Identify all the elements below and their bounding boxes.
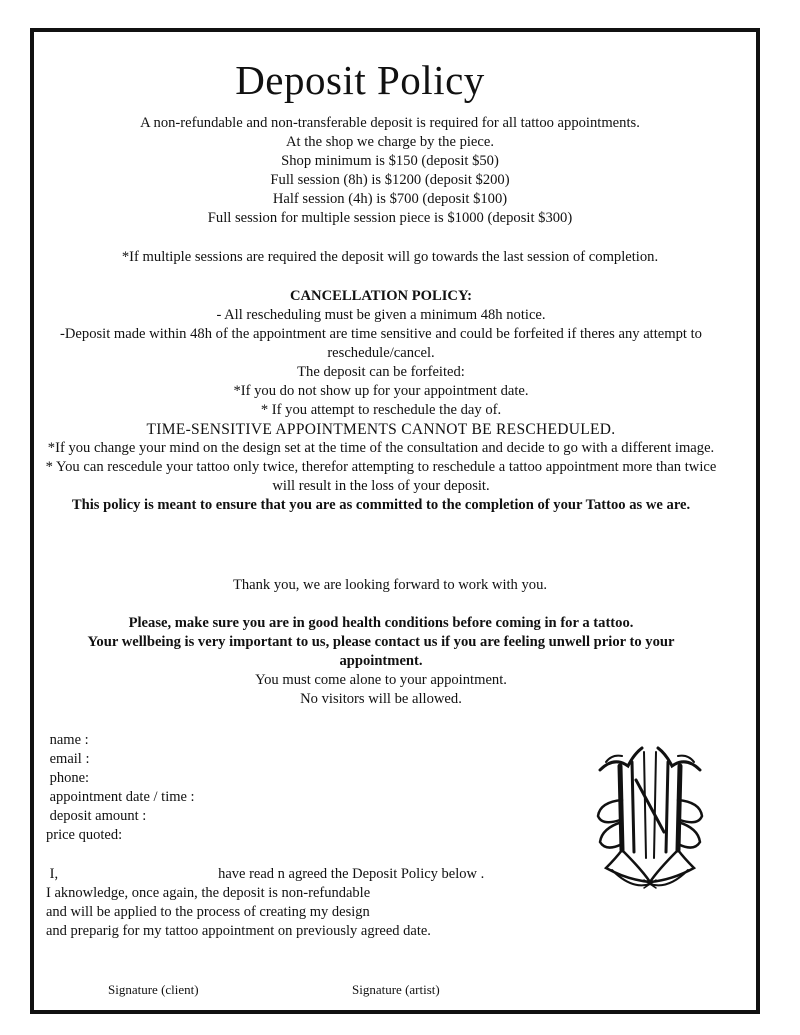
health-line: You must come alone to your appointment. (255, 672, 507, 688)
intro-line: Full session for multiple session piece is $1000 (deposit $300) (207, 210, 573, 226)
intro-line: Full session (8h) is $1200 (deposit $200) (270, 172, 510, 188)
cancellation-line: - All rescheduling must be given a minimum 48h notice. (216, 307, 546, 323)
agreement-line: and will be applied to the process of creating my design (46, 904, 370, 920)
intro-line: At the shop we charge by the piece. (285, 134, 495, 150)
client-form (46, 731, 195, 845)
cancellation-line: -Deposit made within 48h of the appointment are time sensitive and could be forfeited if theres any attempt to reschedule/cancel. (60, 326, 702, 361)
agreement-line: and preparig for my tattoo appointment on previously agreed date. (46, 923, 431, 939)
thank-you-line: Thank you, we are looking forward to work with you. (232, 577, 548, 593)
agreement-read-text: have read n agreed the Deposit Policy below . (218, 866, 485, 882)
cancellation-line: The deposit can be forfeited: (297, 364, 465, 380)
form-field-price-quoted[interactable]: price quoted: (46, 827, 123, 843)
commitment-statement: This policy is meant to ensure that you are as committed to the completion of your Tattoo as we are. (71, 497, 691, 513)
cancellation-line: *If you do not show up for your appointment date. (233, 383, 529, 399)
intro-line: Shop minimum is $150 (deposit $50) (281, 153, 499, 169)
intro-line: Half session (4h) is $700 (deposit $100) (272, 191, 508, 207)
health-line: No visitors will be allowed. (300, 691, 462, 707)
health-line: Please, make sure you are in good health conditions before coming in for a tattoo. (128, 615, 634, 631)
time-sensitive-notice: TIME-SENSITIVE APPOINTMENTS CANNOT BE RESCHEDULED. (146, 421, 616, 438)
intro-section (40, 114, 740, 228)
multiple-sessions-note: *If multiple sessions are required the deposit will go towards the last session of completion. (121, 249, 659, 265)
cancellation-line: * If you attempt to reschedule the day of. (260, 402, 502, 418)
intro-line: A non-refundable and non-transferable deposit is required for all tattoo appointments. (140, 115, 640, 131)
cancellation-line: *If you change your mind on the design set at the time of the consultation and decide to go with a different image. (47, 440, 715, 456)
agreement-line: I aknowledge, once again, the deposit is non-refundable (46, 885, 371, 901)
agreement-i: I, (46, 866, 59, 882)
health-line: Your wellbeing is very important to us, please contact us if you are feeling unwell prior to your appointment. (87, 634, 675, 669)
client-name-blank[interactable] (58, 865, 218, 884)
artist-signature-label[interactable]: Signature (artist) (352, 982, 440, 997)
client-signature-label[interactable]: Signature (client) (108, 982, 199, 997)
health-section (36, 614, 726, 709)
ornamental-tattoo-logo-icon (592, 740, 708, 895)
cancellation-heading: CANCELLATION POLICY: (289, 288, 473, 304)
form-field-name[interactable]: name : (46, 732, 89, 748)
form-field-email[interactable]: email : (46, 751, 90, 767)
agreement-first-line (46, 865, 484, 884)
cancellation-section (36, 287, 726, 515)
agreement-section (46, 865, 484, 941)
form-field-deposit-amount[interactable]: deposit amount : (46, 808, 147, 824)
cancellation-line: * You can rescedule your tattoo only twice, therefor attempting to reschedule a tattoo appointment more than twice will result in the loss of your deposit. (45, 459, 717, 494)
form-field-appointment-date[interactable]: appointment date / time : (46, 789, 195, 805)
form-field-phone[interactable]: phone: (46, 770, 90, 786)
page-title: Deposit Policy (235, 57, 485, 103)
